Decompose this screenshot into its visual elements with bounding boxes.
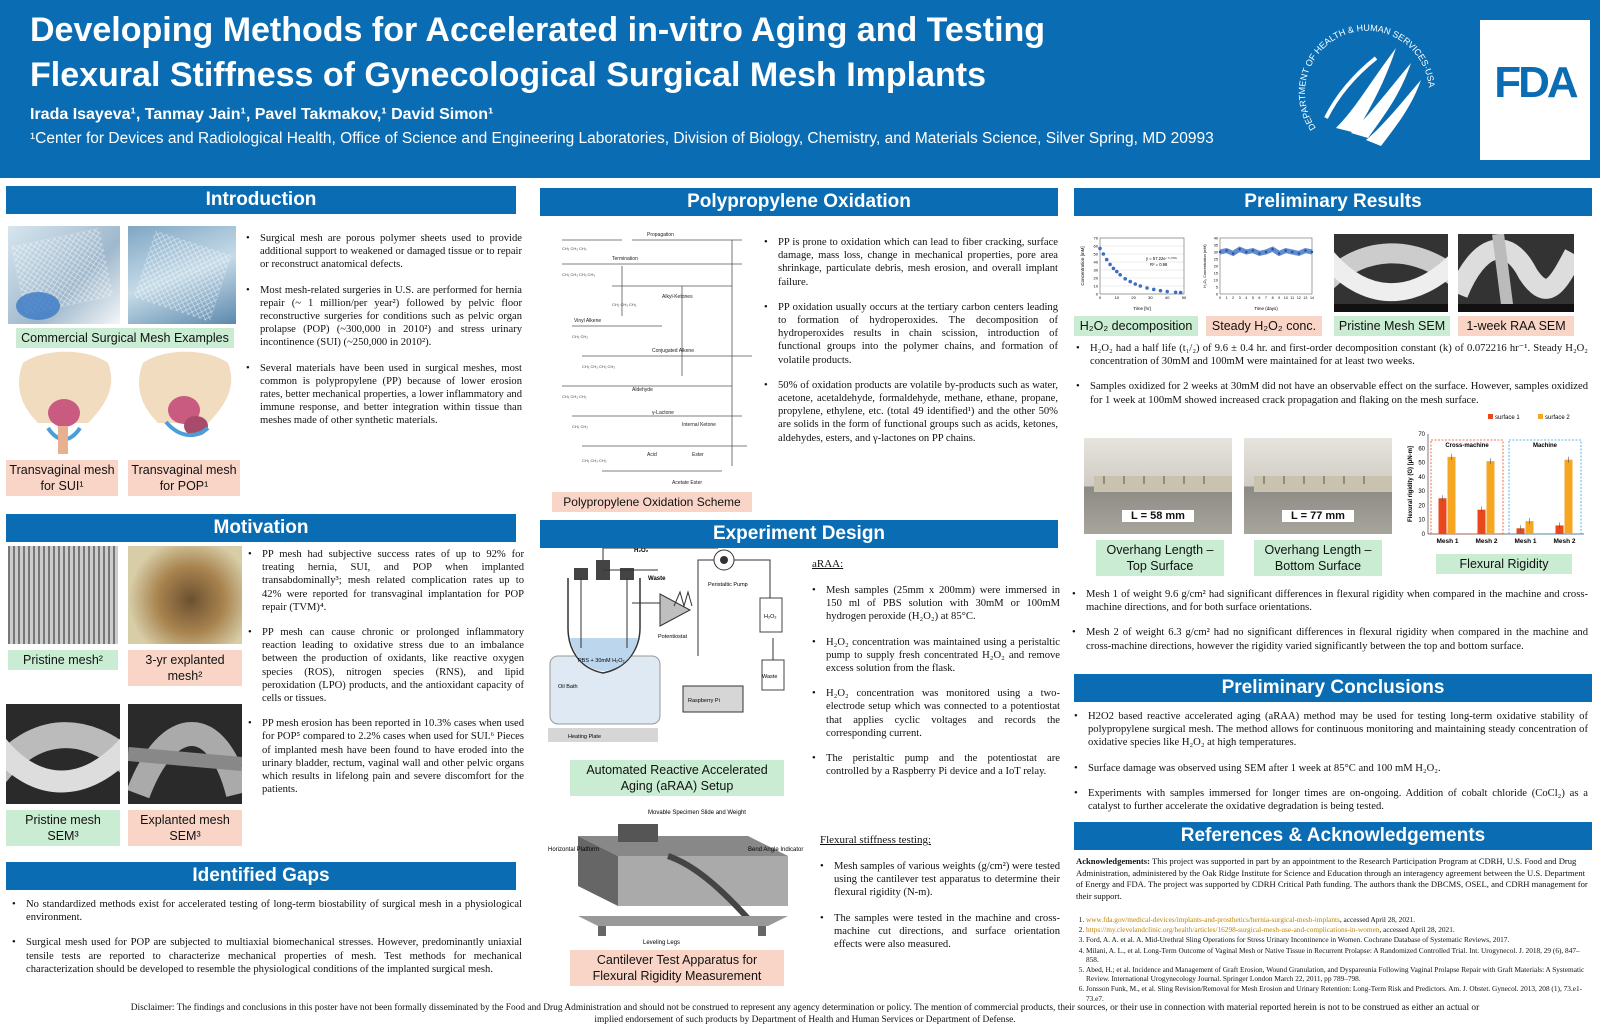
affiliation: ¹Center for Devices and Radiological Health, Office of Science and Engineering Laboratories, Division of Biology, Chemistry, and Materials Science, Silver Spring, MD 20993 [30, 130, 1214, 147]
conclusion-bullet: • Experiments with samples immersed for longer times are on-ongoing. Addition of cobalt chloride (CoCl₂) as a catalyst to further accelerate the oxidative degradation is being tested. [1072, 787, 1588, 813]
araa-bullet: • The peristaltic pump and the potentiostat are controlled by a Raspberry Pi device and a IoT relay. [810, 752, 1060, 778]
x-tick-label: 3 [1238, 296, 1241, 300]
x-tick-label: 7 [1265, 296, 1267, 300]
setup-label: H₂O₂ [634, 548, 649, 554]
y-tick-label: 20 [1418, 503, 1425, 510]
svg-text:CH₃ CH₃ CH₂: CH₃ CH₃ CH₂ [562, 394, 587, 399]
caption-pristine-sem: Pristine mesh SEM³ [6, 810, 120, 846]
svg-text:CH₃ CH₃ CH₃: CH₃ CH₃ CH₃ [562, 246, 587, 251]
group-label: Machine [1532, 443, 1558, 449]
commercial-mesh-photo-2 [128, 226, 236, 324]
setup-label: Waste [648, 576, 666, 582]
x-tick-label: 0 [1098, 295, 1102, 300]
svg-text:CH₂ CH₃ CH₃: CH₂ CH₃ CH₃ [612, 302, 637, 307]
results-text-a [1074, 342, 1588, 419]
scheme-label: Alkyl-Ketones [662, 294, 693, 300]
y-tick-label: 0 [1421, 532, 1425, 538]
araa-heading: aRAA: [812, 558, 844, 570]
y-tick-label: 5 [1215, 285, 1218, 290]
caption-overhang-top: Overhang Length – Top Surface [1096, 540, 1224, 576]
flexural-rigidity-chart [1404, 410, 1590, 554]
results-bullet: • Mesh 2 of weight 6.3 g/cm² had no significant differences in flexural rigidity when compared in the machine and cross-machine directions, however the rigidity varied significantly between the top and bottom surface. [1070, 626, 1588, 652]
data-point [1304, 249, 1306, 251]
overhang-top-photo [1084, 438, 1232, 534]
decomposition-chart [1078, 232, 1192, 312]
data-point [1179, 291, 1183, 295]
motivation-bullet: • PP mesh can cause chronic or prolonged inflammatory reaction leading to oxidative stress due to an imbalance between the production of oxidants, like reactive oxygen species (ROS), nitrogen species (RNS), and lipid peroxidation (LPO) products, and the antioxidant capacity of cells or tissues. [246, 626, 524, 705]
x-tick-label: 10 [1283, 296, 1288, 300]
explanted-mesh-photo [128, 546, 242, 644]
section-oxidation: Polypropylene Oxidation [540, 188, 1058, 216]
overhang-bottom-label: L = 77 mm [1282, 510, 1354, 522]
data-point [1219, 251, 1221, 253]
pristine-sem-image [6, 704, 120, 804]
data-point [1291, 251, 1293, 253]
mesh-texture [128, 226, 236, 324]
conclusions-text [1072, 710, 1588, 825]
legend-label: surface 2 [1545, 415, 1570, 421]
bar [1439, 498, 1447, 534]
x-tick-label: 8 [1271, 296, 1274, 300]
oxidation-bullet: • PP oxidation usually occurs at the tertiary carbon centers leading to formation of hydroperoxides. The decomposition of hydroperoxides results in chain scission, introduction of functional groups into the polymer chains, and formation of volatile products. [762, 301, 1058, 367]
svg-text:CH₃ CH₃ CH₃ CH₃: CH₃ CH₃ CH₃ CH₃ [582, 364, 615, 369]
araa-bullet: • H₂O₂ concentration was maintained using a peristaltic pump to supply fresh concentrated H₂O₂ and remove excess solution from the flask. [810, 636, 1060, 676]
data-point [1265, 251, 1267, 253]
x-tick-label: Mesh 2 [1553, 538, 1576, 545]
caption-decomposition: H₂O₂ decomposition [1074, 316, 1198, 336]
x-tick-label: 13 [1303, 296, 1308, 300]
araa-text [810, 584, 1060, 790]
steady-concentration-chart [1200, 232, 1318, 312]
bar [1478, 510, 1486, 534]
title-line-1: Developing Methods for Accelerated in-vitro Aging and Testing [30, 11, 1046, 49]
data-point [1098, 247, 1102, 251]
data-point [1252, 249, 1254, 251]
svg-text:DEPARTMENT OF HEALTH & HUMAN S [1297, 23, 1437, 133]
section-conclusions: Preliminary Conclusions [1074, 674, 1592, 702]
caption-commercial: Commercial Surgical Mesh Examples [16, 328, 234, 348]
data-point [1123, 277, 1127, 281]
reference-link[interactable]: www.fda.gov/medical-devices/implants-and-prosthetics/hernia-surgical-mesh-implants [1086, 915, 1340, 924]
data-point [1145, 286, 1149, 290]
fda-logo-text: FDA [1494, 58, 1576, 107]
reference-item: 3. Ford, A. A. et al. A. Mid-Urethral Sling Operations for Stress Urinary Incontinence in Women. Cochrane Database of Systematic Reviews, 2017. [1086, 935, 1588, 944]
section-experiment: Experiment Design [540, 520, 1058, 548]
scheme-label: Ester [692, 452, 704, 458]
gaps-bullet: • Surgical mesh used for POP are subjected to multiaxial biomechanical stresses. However, predominantly uniaxial tensile tests are reported to characterize mechanical properties of mesh. Test methods for mechanical characterization should be developed to resemble the physiological conditions of the implanted surgical mesh. [10, 936, 522, 976]
y-tick-label: 15 [1213, 271, 1218, 276]
x-tick-label: 12 [1296, 296, 1301, 300]
section-gaps: Identified Gaps [6, 862, 516, 890]
caption-steady: Steady H₂O₂ conc. [1206, 316, 1322, 336]
data-point [1112, 267, 1116, 271]
title-line-2: Flexural Stiffness of Gynecological Surgical Mesh Implants [30, 56, 987, 94]
y-tick-label: 20 [1213, 264, 1218, 269]
y-tick-label: 70 [1418, 432, 1425, 438]
y-tick-label: 30 [1418, 489, 1425, 496]
data-point [1105, 258, 1109, 262]
gaps-bullet: • No standardized methods exist for accelerated testing of long-term biostability of surgical mesh in a physiological environment. [10, 898, 522, 924]
caption-pristine: Pristine mesh² [8, 650, 118, 670]
explanted-sem-image [128, 704, 242, 804]
scheme-label: Acetate Ester [672, 480, 703, 486]
section-introduction: Introduction [6, 186, 516, 214]
data-point [1285, 249, 1287, 251]
caption-sui: Transvaginal mesh for SUI¹ [6, 460, 118, 496]
y-tick-label: 10 [1213, 278, 1218, 283]
bar [1565, 460, 1573, 534]
data-point [1165, 290, 1169, 294]
y-tick-label: 30 [1093, 267, 1098, 273]
data-point [1118, 273, 1122, 277]
reference-item: 5. Abed, H.; et al. Incidence and Management of Graft Erosion, Wound Granulation, and Dyspareunia Following Vaginal Prolapse Repair with Graft Materials: A Systematic Review. International Urogynecology Journal. Springer London March 22, 2011, pp 789–798. [1086, 965, 1588, 983]
x-tick-label: Mesh 1 [1436, 538, 1459, 545]
scheme-label: Acid [647, 452, 657, 458]
data-point [1278, 252, 1280, 254]
y-tick-label: 70 [1093, 235, 1098, 241]
overhang-bottom-photo [1244, 438, 1392, 534]
disclaimer: Disclaimer: The findings and conclusions in this poster have not been formally disseminated by the Food and Drug Administration and should not be construed to represent any agency determination or policy. The mention of commercial products, their sources, or their use in connection with material reported herein is not to be construed as either an actual or implied endorsement of such products by Department of Health and Human Services or Department of Defense. [130, 1003, 1480, 1025]
bar [1448, 457, 1456, 534]
data-point [1174, 290, 1178, 294]
x-tick-label: 30 [1148, 295, 1153, 300]
caption-oxidation: Polypropylene Oxidation Scheme [552, 492, 752, 512]
reference-item: 4. Milani, A. L., et al. Long-Term Outcome of Vaginal Mesh or Native Tissue in Recurrent Prolapse: A Randomized Controlled Trial. Int. Urogynecol. J. 2018, 29 (6), 847–858. [1086, 946, 1588, 964]
results-bullet: • Mesh 1 of weight 9.6 g/cm² had significant differences in flexural rigidity when compared in the machine and cross-machine directions, and for both surface orientations. [1070, 588, 1588, 614]
setup-label: Waste [762, 674, 778, 680]
reference-item: 1. www.fda.gov/medical-devices/implants-and-prosthetics/hernia-surgical-mesh-implants, accessed April 28, 2021. [1086, 915, 1588, 924]
setup-label: Potentiostat [658, 634, 688, 640]
data-point [1239, 248, 1241, 250]
results-text-b [1070, 588, 1588, 665]
svg-text:CH₃ CH₃: CH₃ CH₃ [572, 424, 588, 429]
cantilever-label: Horizontal Platform [548, 847, 600, 853]
cantilever-diagram [548, 806, 806, 946]
setup-label: Heating Plate [568, 734, 602, 740]
svg-text:CH₃ CH₃ CH₃ CH₃: CH₃ CH₃ CH₃ CH₃ [562, 272, 595, 277]
cantilever-label: Bend Angle Indicator [748, 847, 804, 853]
y-tick-label: 40 [1418, 474, 1425, 481]
y-axis-label: H₂O₂ Concentration (mM) [1203, 244, 1207, 288]
setup-label: Raspberry Pi [688, 698, 720, 704]
caption-pop: Transvaginal mesh for POP¹ [128, 460, 240, 496]
hhs-seal-logo [1296, 8, 1438, 168]
x-axis-label: Time (days) [1254, 306, 1278, 311]
y-axis-label: Flexural rigidity (G) [μN-m] [1408, 445, 1414, 523]
araa-setup-diagram [548, 548, 806, 746]
sui-illustration [8, 348, 120, 456]
flex-text [818, 860, 1060, 963]
data-point [1133, 282, 1137, 286]
data-point [1225, 249, 1227, 251]
scheme-label: Vinyl Alkene [574, 318, 602, 324]
fda-logo [1480, 20, 1590, 160]
intro-bullet: • Most mesh-related surgeries in U.S. are performed for hernia repair (~ 1 million/per year²) followed by pelvic floor reconstructive surgeries for conditions such as pelvic organ prolapse (POP) (~300,000 in 2010²) and stress urinary incontinence (SUI) (~250,000 in 2010²). [244, 284, 522, 350]
data-point [1245, 251, 1247, 253]
y-tick-label: 40 [1093, 259, 1098, 265]
section-results: Preliminary Results [1074, 188, 1592, 216]
setup-label: H₂O₂ [764, 614, 777, 620]
ack-text: This project was supported in part by an appointment to the Research Participation Program at CDRH, U.S. Food and Drug Administration, administered by the Oak Ridge Institute for Science and Education through an interagency agreement between the U.S. Department of Energy and FDA. The project was supported by CDRH Critical Path funding. The authors thank the DBCMS, OSEL, and CDRH management for their support. [1076, 856, 1588, 901]
x-tick-label: 6 [1258, 296, 1261, 300]
authors: Irada Isayeva¹, Tanmay Jain¹, Pavel Takmakov,¹ David Simon¹ [30, 106, 494, 123]
acknowledgements [1076, 856, 1588, 902]
x-axis-label: Time [hr] [1133, 306, 1151, 311]
oxidation-scheme [552, 226, 760, 492]
poster-header [0, 0, 1600, 178]
y-tick-label: 30 [1213, 250, 1218, 255]
section-references: References & Acknowledgements [1074, 822, 1592, 850]
x-tick-label: Mesh 2 [1475, 538, 1498, 545]
data-point [1271, 248, 1273, 250]
raa-sem-image [1458, 234, 1574, 312]
x-tick-label: 11 [1290, 296, 1295, 300]
reference-item: 6. Jonsson Funk, M., et al. Sling Revision/Removal for Mesh Erosion and Urinary Retention: Long-Term Risk and Predictors. Am. J. Obstet. Gynecol. 2013, 208 (1), 73.e1-73.e7. [1086, 984, 1588, 1002]
caption-rigidity: Flexural Rigidity [1436, 554, 1572, 574]
x-tick-label: 1 [1225, 296, 1228, 300]
intro-bullet: • Surgical mesh are porous polymer sheets used to provide additional support to weakened or damaged tissue or to repair or reconstruct anatomical defects. [244, 232, 522, 272]
caption-araa-setup: Automated Reactive Accelerated Aging (aRAA) Setup [570, 760, 784, 796]
caption-explanted: 3-yr explanted mesh² [128, 650, 242, 686]
setup-label: Peristaltic Pump [708, 582, 748, 588]
reference-list [1076, 915, 1588, 1004]
x-tick-label: Mesh 1 [1514, 538, 1537, 545]
x-tick-label: 20 [1131, 295, 1136, 300]
setup-label: PBS + 30mM H₂O₂ [578, 658, 625, 664]
y-tick-label: 35 [1213, 243, 1218, 248]
flex-bullet: • Mesh samples of various weights (g/cm²) were tested using the cantilever test apparatus to determine their flexural rigidity (N-m). [818, 860, 1060, 900]
x-tick-label: 50 [1181, 295, 1187, 300]
reference-link[interactable]: https://my.clevelandclinic.org/health/articles/16298-surgical-mesh-use-and-complications-in-women [1086, 925, 1380, 935]
conclusion-bullet: • H2O2 based reactive accelerated aging (aRAA) method may be used for testing long-term oxidative stability of polypropylene surgical mesh. The method allows for continuous monitoring and maintaining steady concentration of oxidative species like H₂O₂ at high temperatures. [1072, 710, 1588, 750]
scheme-label: Propagation [647, 232, 674, 238]
legend-label: surface 1 [1495, 415, 1520, 421]
scheme-label: Conjugated Alkene [652, 348, 694, 354]
flex-bullet: • The samples were tested in the machine and cross-machine cut directions, and surface orientation effects were also measured. [818, 912, 1060, 952]
scheme-label: Termination [612, 256, 638, 262]
data-point [1152, 288, 1156, 292]
gaps-text [10, 898, 522, 988]
scheme-label: Internal Ketone [682, 422, 716, 428]
oxidation-bullet: • PP is prone to oxidation which can lead to fiber cracking, surface damage, mass loss, change in mechanical properties, pore area shrinkage, particulate debris, mesh erosion, and overall implant failure. [762, 236, 1058, 289]
data-point [1298, 252, 1300, 254]
scheme-label: γ-Lactone [652, 410, 674, 416]
araa-bullet: • H₂O₂ concentration was monitored using a two-electrode setup which was connected to a potentiostat that applies cyclic voltages and records the corresponding current. [810, 687, 1060, 740]
seal-text: DEPARTMENT OF HEALTH & HUMAN SERVICES·USA [1296, 22, 1437, 133]
oxidation-bullet: • 50% of oxidation products are volatile by-products such as water, acetone, acetaldehyde, formaldehyde, methane, ethane, propane, propylene, ethylene, etc. (total 49 identified¹) and the other 50% are solids in the form of functional groups such as acids, ketones, aldehydes, esters, and γ-lactones on PP chains. [762, 379, 1058, 445]
group-label: Cross-machine [1445, 443, 1489, 449]
mesh-texture [8, 226, 120, 324]
ack-label: Acknowledgements: [1076, 856, 1150, 866]
data-point [1102, 252, 1106, 256]
pristine-mesh-sem-image [1334, 234, 1448, 312]
results-bullet: • Samples oxidized for 2 weeks at 30mM did not have an observable effect on the surface. However, samples oxidized for 1 week at 100mM showed increased crack propagation and flaking on the mesh surface. [1074, 380, 1588, 406]
cantilever-label: Movable Specimen Slide and Weight [648, 810, 746, 816]
setup-label: Oil Bath [558, 684, 578, 690]
intro-bullet: • Several materials have been used in surgical meshes, most common is polypropylene (PP) because of lower erosion rates, better mechanical properties, a lower inflammatory and immune response, and better integration within tissue than meshes made of other synthetic materials. [244, 362, 522, 428]
motivation-bullet: • PP mesh erosion has been reported in 10.3% cases when used for POP⁵ compared to 2.2% cases when used for SUI.⁶ Pieces of implanted mesh have been found to have eroded into the urinary bladder, rectum, vaginal wall and other pelvic organs which results in lifelong pain and severe discomfort for the patients. [246, 717, 524, 796]
araa-bullet: • Mesh samples (25mm x 200mm) were immersed in 150 ml of PBS solution with 30mM or 100mM hydrogen peroxide (H₂O₂) at 85°C. [810, 584, 1060, 624]
y-tick-label: 40 [1213, 236, 1218, 241]
reference-item: 2. https://my.clevelandclinic.org/health/articles/16298-surgical-mesh-use-and-complications-in-women, accessed April 28, 2021. [1086, 925, 1588, 934]
x-tick-label: 0 [1219, 296, 1221, 300]
caption-cantilever: Cantilever Test Apparatus for Flexural Rigidity Measurement [570, 950, 784, 986]
commercial-mesh-photo-1 [8, 226, 120, 324]
pristine-mesh-photo [8, 546, 118, 644]
x-tick-label: 4 [1245, 296, 1248, 300]
x-tick-label: 14 [1310, 296, 1314, 300]
bar [1487, 461, 1495, 534]
overhang-top-label: L = 58 mm [1122, 510, 1194, 522]
caption-pristine-mesh-sem: Pristine Mesh SEM [1334, 316, 1450, 336]
data-point [1139, 284, 1143, 288]
y-tick-label: 60 [1418, 446, 1425, 453]
y-tick-label: 25 [1213, 257, 1218, 262]
fit-r-squared: R² = 0.98 [1150, 262, 1168, 267]
x-tick-label: 5 [1251, 296, 1254, 300]
y-tick-label: 20 [1093, 275, 1098, 281]
caption-raa-sem: 1-week RAA SEM [1458, 316, 1574, 336]
data-point [1159, 289, 1163, 293]
intro-text [244, 232, 522, 440]
caption-overhang-bottom: Overhang Length – Bottom Surface [1254, 540, 1382, 576]
x-tick-label: 40 [1164, 295, 1170, 300]
x-tick-label: 9 [1278, 296, 1281, 300]
flex-heading: Flexural stiffness testing: [820, 834, 932, 846]
y-tick-label: 10 [1418, 517, 1425, 524]
legend-swatch [1538, 414, 1543, 419]
results-bullet: • H₂O₂ had a half life (t₁/₂) of 9.6 ± 0.4 hr. and first-order decomposition constant (k) of 0.072216 hr⁻¹. Steady H₂O₂ concentration of 30mM and 100mM were maintained for at least two weeks. [1074, 342, 1588, 368]
y-tick-label: 0 [1095, 291, 1098, 297]
y-tick-label: 10 [1093, 283, 1098, 289]
data-point [1311, 251, 1313, 253]
y-tick-label: 60 [1093, 243, 1098, 249]
y-tick-label: 0 [1215, 292, 1218, 297]
motivation-bullet: • PP mesh had subjective success rates of up to 92% for treating hernia, SUI, and POP when implanted transabdominally³; mesh related complication rates up to 42% were reported for transvaginal implantation for POP repair (TVM)⁴. [246, 548, 524, 614]
poster-title [30, 8, 1045, 98]
y-tick-label: 50 [1093, 251, 1098, 257]
conclusion-bullet: • Surface damage was observed using SEM after 1 week at 85°C and 100 mM H₂O₂. [1072, 762, 1588, 775]
fit-equation: y = 57.22e⁻⁰·⁰⁷²ˣ [1146, 256, 1177, 261]
svg-text:CH₃ CH₃ CH₃: CH₃ CH₃ CH₃ [582, 458, 607, 463]
x-tick-label: 10 [1114, 295, 1120, 300]
y-axis-label: Concentration [mM] [1080, 246, 1085, 286]
oxidation-text [762, 236, 1058, 457]
data-point [1258, 252, 1260, 254]
svg-text:CH₃ CH₃: CH₃ CH₃ [572, 334, 588, 339]
pop-illustration [128, 348, 240, 456]
caption-explanted-sem: Explanted mesh SEM³ [128, 810, 242, 846]
data-point [1108, 263, 1112, 267]
scheme-label: Aldehyde [632, 387, 653, 393]
data-point [1115, 270, 1119, 274]
data-point [1232, 252, 1234, 254]
cantilever-label: Leveling Legs [643, 940, 681, 946]
x-tick-label: 2 [1232, 296, 1235, 300]
section-motivation: Motivation [6, 514, 516, 542]
motivation-text [246, 548, 524, 808]
y-tick-label: 50 [1418, 460, 1425, 467]
legend-swatch [1488, 414, 1493, 419]
data-point [1128, 280, 1132, 284]
